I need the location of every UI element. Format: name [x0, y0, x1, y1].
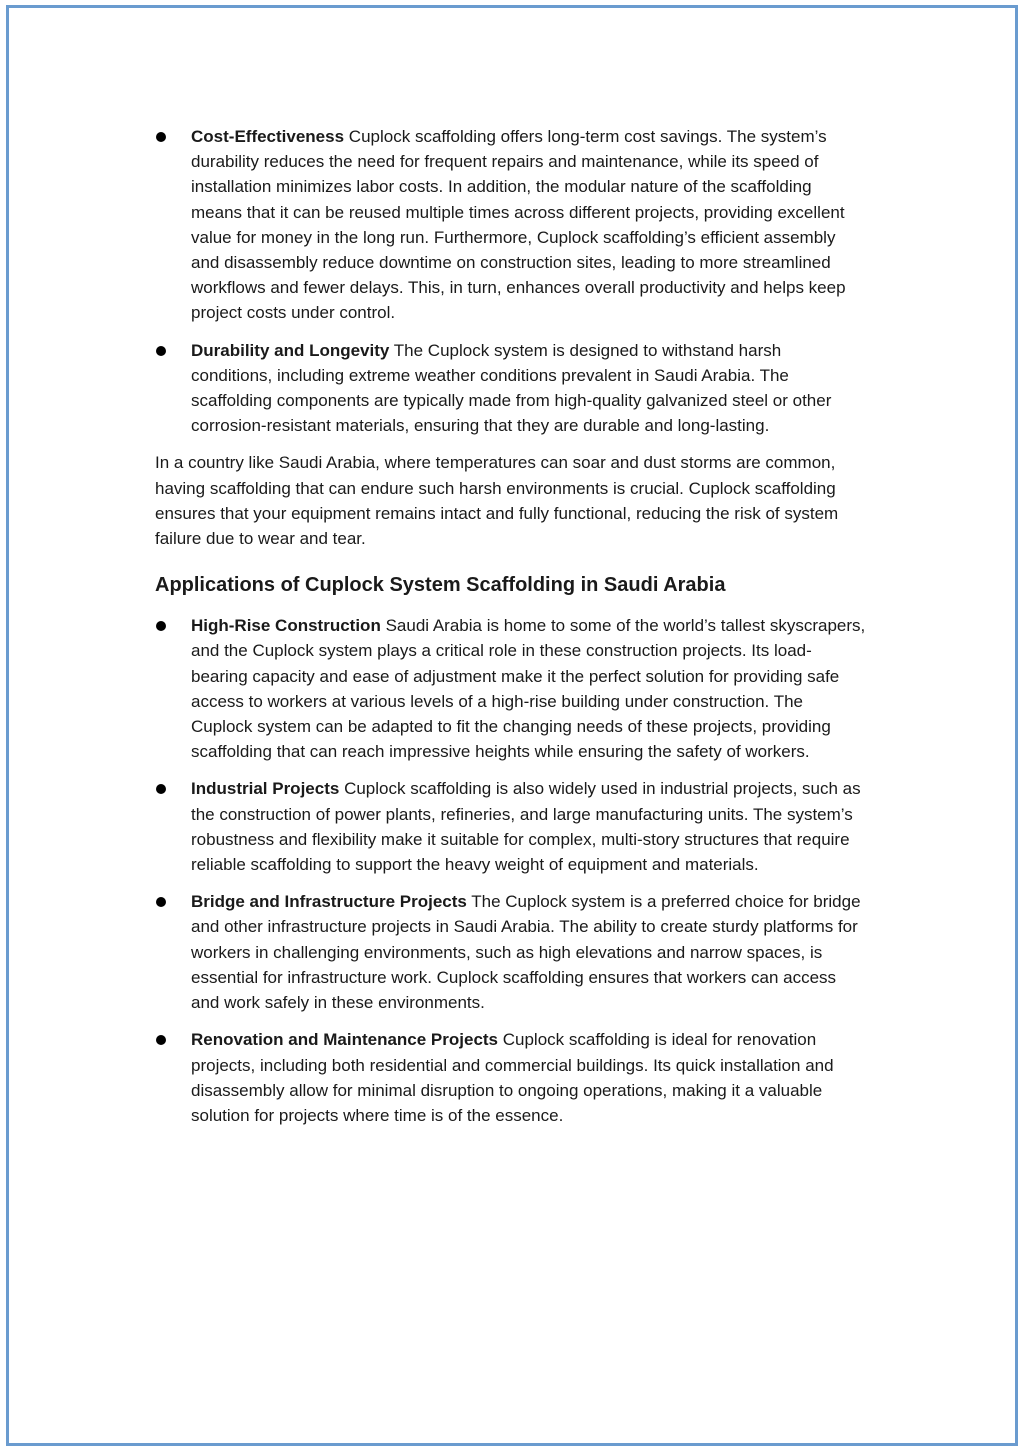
item-text: Saudi Arabia is home to some of the world’s tallest skyscrapers, and the Cuplock system plays a critical role in these construction projects. Its load-bearing capacity and ease of adjustment make it the perfect solution for providing safe access to workers at various levels of a high-rise building under construction. The Cuplock system can be adapted to fit the changing needs of these projects, providing scaffolding that can reach impressive heights while ensuring the safety of workers.	[191, 616, 866, 762]
benefits-list	[155, 124, 867, 438]
item-title: Renovation and Maintenance Projects	[191, 1030, 499, 1050]
list-item-bridge	[155, 889, 867, 1015]
item-title: Cost-Effectiveness	[191, 127, 345, 146]
bullet-icon	[156, 1035, 166, 1045]
list-item-renovation	[155, 1027, 867, 1128]
list-item-cost-effectiveness	[155, 124, 867, 326]
item-text: Cuplock scaffolding is ideal for renovation projects, including both residential and commercial buildings. Its quick installation and disassembly allow for minimal disruption to ongoing operations, making it a valuable solution for projects where time is of the essence.	[191, 1030, 834, 1125]
item-title: Bridge and Infrastructure Projects	[191, 892, 467, 912]
item-title: High-Rise Construction	[191, 616, 381, 636]
item-text: The Cuplock system is designed to withstand harsh conditions, including extreme weather conditions prevalent in Saudi Arabia. The scaffolding components are typically made from high-quality galvanized steel or other corrosion-resistant materials, ensuring that they are durable and long-lasting.	[191, 340, 832, 436]
bullet-icon	[156, 897, 166, 907]
body-paragraph: In a country like Saudi Arabia, where temperatures can soar and dust storms are common, having scaffolding that can endure such harsh environments is crucial. Cuplock scaffolding ensures that your equipment remains intact and fully functional, reducing the risk of system failure due to wear and tear.	[155, 453, 839, 549]
section-heading: Applications of Cuplock System Scaffolding in Saudi Arabia	[155, 574, 726, 597]
bullet-icon	[156, 621, 166, 631]
bullet-icon	[156, 132, 166, 142]
list-item-high-rise	[155, 613, 867, 764]
list-item-industrial	[155, 776, 867, 877]
applications-list	[155, 613, 867, 1128]
bullet-icon	[156, 346, 166, 356]
item-text: Cuplock scaffolding is also widely used in industrial projects, such as the construction of power plants, refineries, and large manufacturing units. The system’s robustness and flexibility make it suitable for complex, multi-story structures that require reliable scaffolding to support the heavy weight of equipment and materials.	[191, 779, 861, 875]
item-title: Durability and Longevity	[191, 340, 390, 360]
item-text: Cuplock scaffolding offers long-term cost savings. The system’s durability reduces the need for frequent repairs and maintenance, while its speed of installation minimizes labor costs. In addition, the modular nature of the scaffolding means that it can be reused multiple times across different projects, providing excellent value for money in the long run. Furthermore, Cuplock scaffolding’s efficient assembly and disassembly reduce downtime on construction sites, leading to more streamlined workflows and fewer delays. This, in turn, enhances overall productivity and helps keep project costs under control.	[191, 127, 846, 323]
bullet-icon	[156, 784, 166, 794]
item-text: The Cuplock system is a preferred choice for bridge and other infrastructure projects in Saudi Arabia. The ability to create sturdy platforms for workers in challenging environments, such as high elevations and narrow spaces, is essential for infrastructure work. Cuplock scaffolding ensures that workers can access and work safely in these environments.	[191, 892, 861, 1013]
item-title: Industrial Projects	[191, 779, 340, 799]
list-item-durability	[155, 338, 867, 439]
document-content	[155, 124, 867, 1140]
